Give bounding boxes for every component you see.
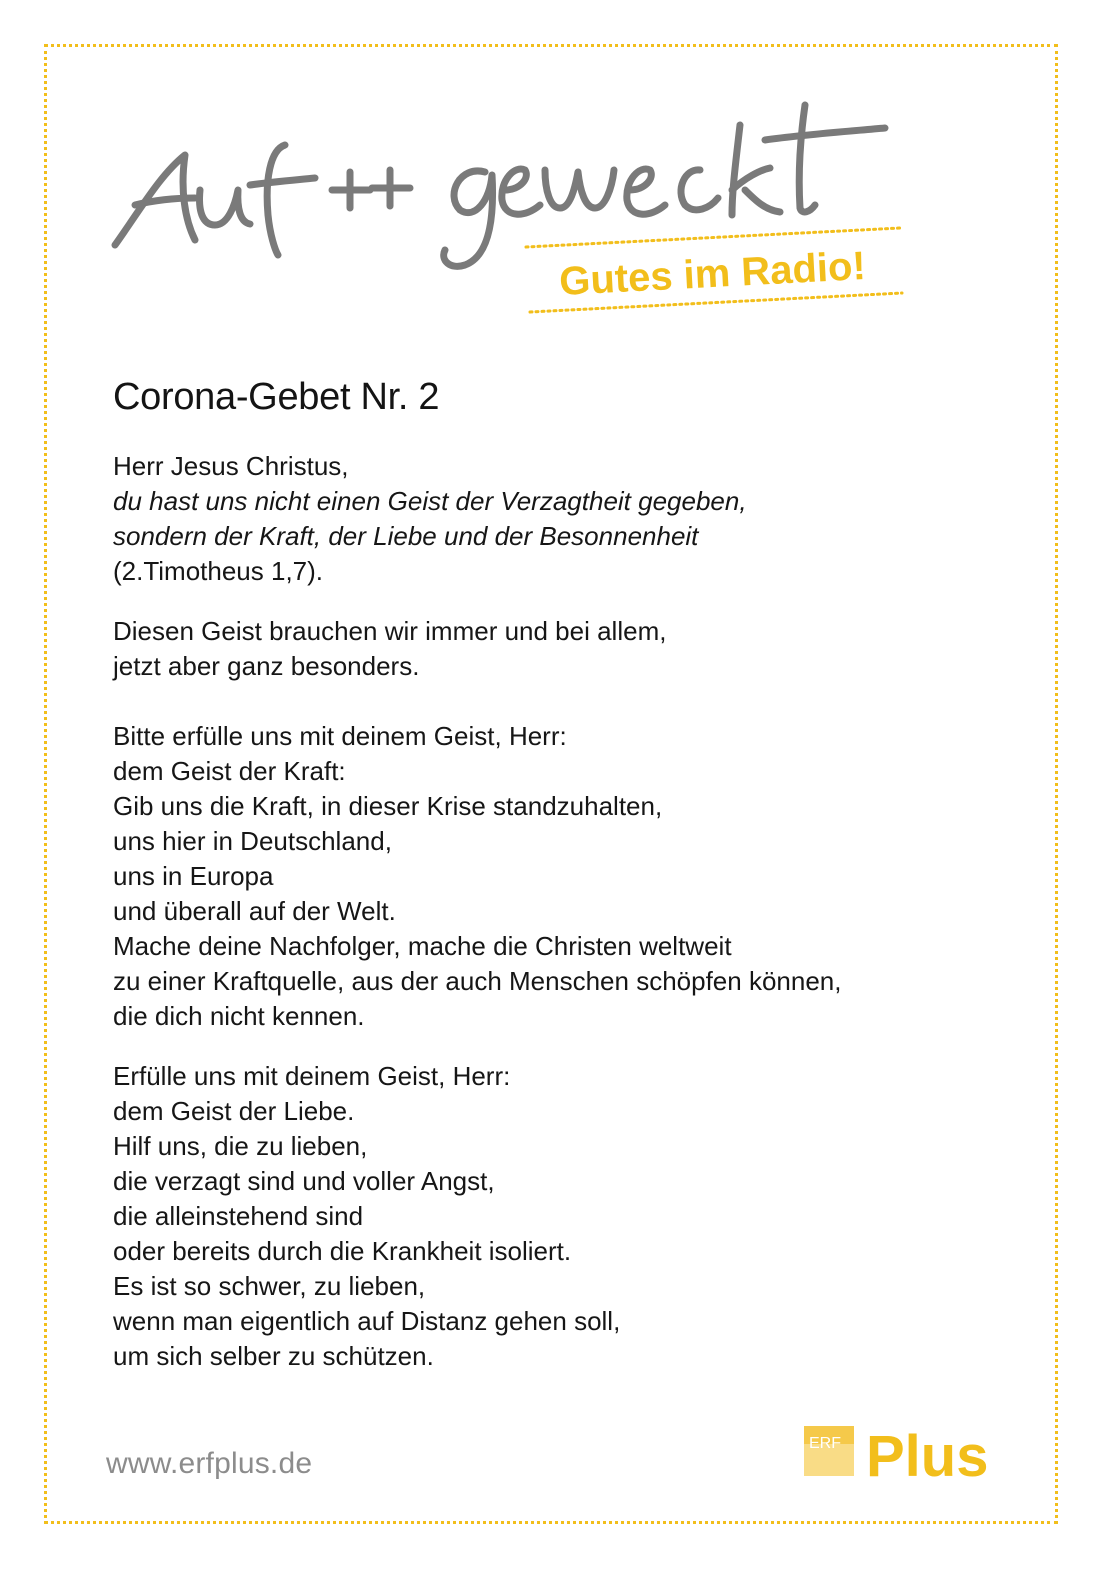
stanza-1 (113, 449, 1013, 589)
prayer-line: wenn man eigentlich auf Distanz gehen soll, (113, 1306, 621, 1336)
prayer-line: dem Geist der Liebe. (113, 1096, 355, 1126)
prayer-line: Erfülle uns mit deinem Geist, Herr: (113, 1061, 511, 1091)
prayer-line: Herr Jesus Christus, (113, 451, 349, 481)
prayer-line: Mache deine Nachfolger, mache die Christen weltweit (113, 931, 732, 961)
logo-erf-text: ERF (809, 1435, 841, 1452)
prayer-line: die verzagt sind und voller Angst, (113, 1166, 495, 1196)
stanza-4 (113, 1059, 1013, 1374)
stanza-2 (113, 614, 1013, 684)
prayer-body (113, 449, 1013, 1374)
prayer-line: uns in Europa (113, 861, 274, 891)
prayer-line: Diesen Geist brauchen wir immer und bei allem, (113, 616, 667, 646)
bible-reference: (2.Timotheus 1,7). (113, 556, 324, 586)
prayer-line: Bitte erfülle uns mit deinem Geist, Herr: (113, 721, 567, 751)
prayer-line: um sich selber zu schützen. (113, 1341, 434, 1371)
logo-tagline: Gutes im Radio! (558, 243, 867, 304)
prayer-line: zu einer Kraftquelle, aus der auch Menschen schöpfen können, (113, 966, 842, 996)
prayer-line: die dich nicht kennen. (113, 1001, 365, 1031)
stanza-3 (113, 719, 1013, 1034)
logo-plus-text: Plus (866, 1424, 989, 1484)
prayer-line: jetzt aber ganz besonders. (113, 651, 420, 681)
page-title: Corona-Gebet Nr. 2 (113, 376, 440, 418)
prayer-line: dem Geist der Kraft: (113, 756, 346, 786)
prayer-line: uns hier in Deutschland, (113, 826, 392, 856)
website-link[interactable]: www.erfplus.de (106, 1447, 313, 1480)
prayer-line: und überall auf der Welt. (113, 896, 396, 926)
prayer-line: die alleinstehend sind (113, 1201, 364, 1231)
prayer-line: Gib uns die Kraft, in dieser Krise standzuhalten, (113, 791, 663, 821)
bible-quote-line: du hast uns nicht einen Geist der Verzagtheit gegeben, (113, 486, 747, 516)
bible-quote-line: sondern der Kraft, der Liebe und der Besonnenheit (113, 521, 699, 551)
prayer-line: Es ist so schwer, zu lieben, (113, 1271, 426, 1301)
prayer-line: Hilf uns, die zu lieben, (113, 1131, 368, 1161)
erf-plus-logo (804, 1420, 1004, 1484)
prayer-line: oder bereits durch die Krankheit isoliert. (113, 1236, 572, 1266)
auf-geweckt-logo (100, 90, 940, 340)
